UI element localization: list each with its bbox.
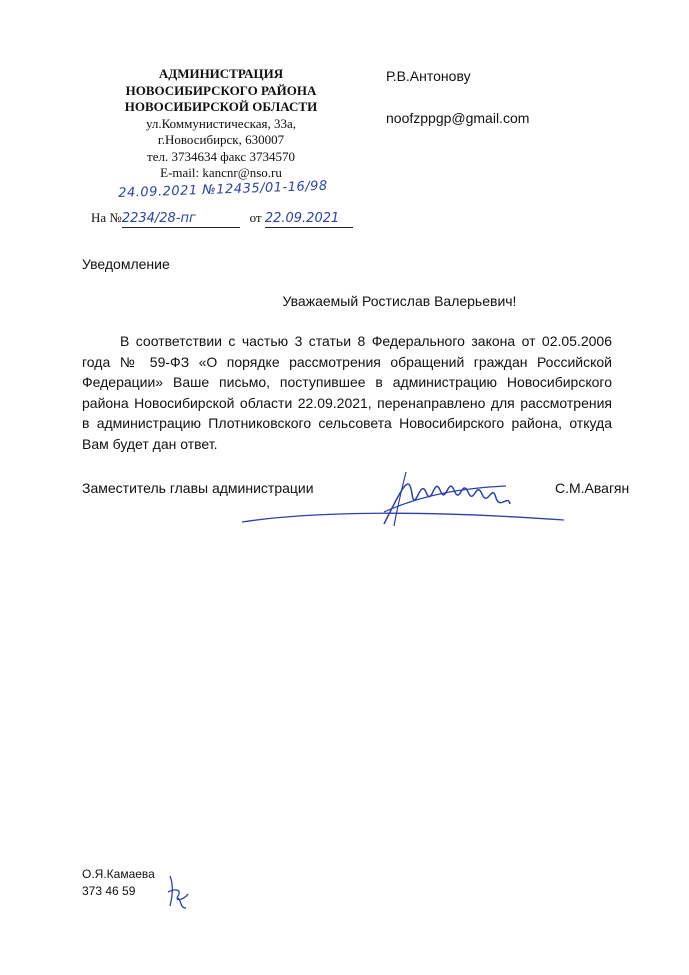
executor-name: О.Я.Камаева [82, 867, 155, 881]
letter-body: В соответствии с частью 3 статьи 8 Федерального закона от 02.05.2006 года № 59-ФЗ «О порядке рассмотрения обращений граждан Российской Федерации» Ваше письмо, поступившее в администрацию Новосибирского района Новосибирской области 22.09.2021, перенаправлено для рассмотрения в администрацию Плотниковского сельсовета Новосибирского района, откуда Вам будет дан ответ. [82, 333, 612, 452]
org-name-line-1: АДМИНИСТРАЦИЯ [158, 66, 284, 81]
initials-mark [164, 872, 194, 910]
signatory-name: С.М.Авагян [555, 480, 630, 496]
incoming-ref-date: 22.09.2021 [264, 211, 340, 226]
address-street: ул.Коммунистическая, 33а, [145, 115, 296, 131]
signatory-title: Заместитель главы администрации [82, 480, 314, 496]
address-city: г.Новосибирск, 630007 [157, 132, 285, 147]
org-email: E-mail: kancnr@nso.ru [160, 165, 282, 180]
incoming-ref-number: 2234/28-пг [121, 211, 196, 226]
phone-fax: тел. 3734634 факс 3734570 [147, 148, 295, 164]
addressee-block [386, 66, 529, 128]
letterhead [86, 66, 356, 182]
org-name-line-2: НОВОСИБИРСКОГО РАЙОНА [125, 82, 317, 98]
executor-phone: 373 46 59 [82, 884, 136, 898]
incoming-ref-prefix: На № [91, 210, 122, 225]
incoming-ref-date-prefix: от [249, 210, 262, 225]
incoming-reference-line [91, 210, 353, 228]
outgoing-reference-handwritten: 24.09.2021 №12435/01-16/98 [118, 178, 328, 201]
signature-mark [234, 464, 574, 534]
salutation: Уважаемый Ростислав Валерьевич! [282, 293, 517, 309]
addressee-email: noofzppgp@gmail.com [386, 110, 530, 126]
document-type: Уведомление [82, 256, 170, 272]
executor-block [82, 866, 155, 900]
org-name-line-3: НОВОСИБИРСКОЙ ОБЛАСТИ [124, 99, 318, 114]
addressee-name: Р.В.Антонову [386, 68, 471, 84]
